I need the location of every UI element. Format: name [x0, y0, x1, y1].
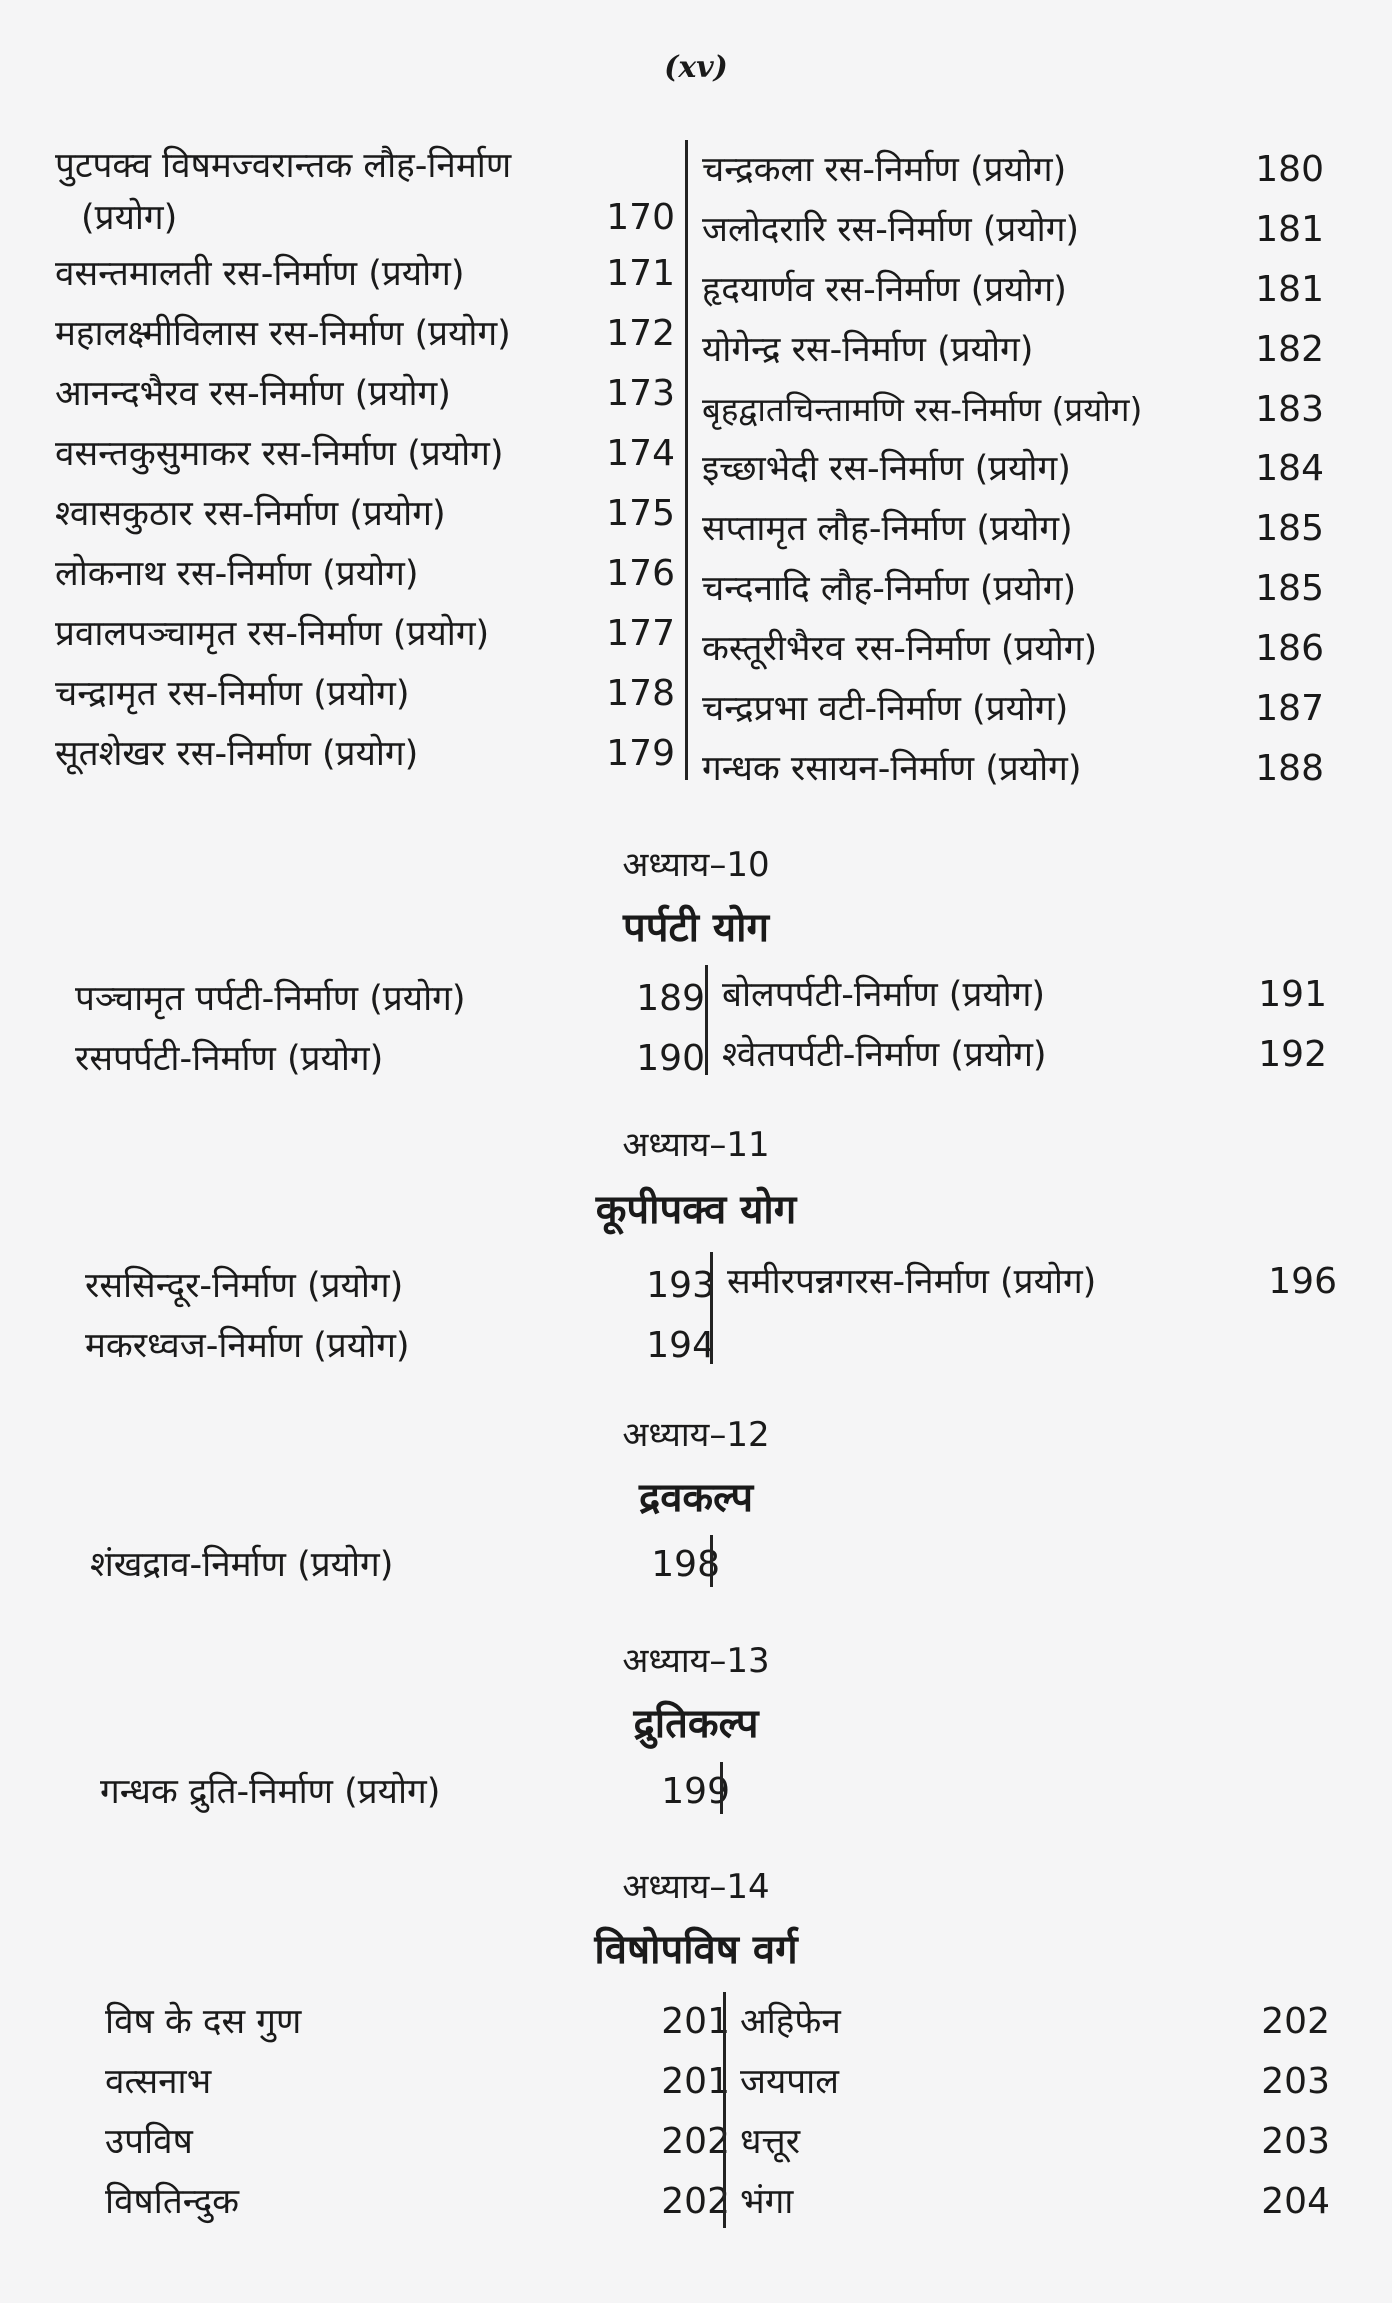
toc-left-column	[55, 140, 675, 784]
toc-entry	[55, 604, 675, 664]
toc-entry	[55, 724, 675, 784]
page-number: (xv)	[664, 50, 728, 85]
toc-entry	[55, 664, 675, 724]
chapter-label: अध्याय–14	[622, 1867, 770, 1907]
toc-entry	[100, 1762, 730, 1822]
toc-entry	[55, 244, 675, 304]
toc-entry-page: 171	[606, 253, 675, 294]
toc-entry-title: उपविष	[105, 2122, 193, 2162]
toc-entry-page: 176	[606, 553, 675, 594]
toc-entry-title: रसपर्पटी-निर्माण (प्रयोग)	[75, 1039, 384, 1079]
toc-entry-title: बृहद्वातचिन्तामणि रस-निर्माण (प्रयोग)	[702, 390, 1143, 429]
toc-section-9	[55, 140, 1335, 800]
toc-entry-page: 203	[1261, 2121, 1330, 2162]
toc-entry	[740, 2172, 1330, 2232]
toc-entry-title: गन्धक रसायन-निर्माण (प्रयोग)	[702, 749, 1082, 789]
toc-entry	[702, 619, 1324, 679]
toc-entry-title: योगेन्द्र रस-निर्माण (प्रयोग)	[702, 330, 1034, 370]
toc-entry-title: आनन्दभैरव रस-निर्माण (प्रयोग)	[55, 374, 451, 414]
toc-left-column	[100, 1762, 730, 1822]
toc-entry-title: जयपाल	[740, 2062, 839, 2102]
toc-entry-title: श्वेतपर्पटी-निर्माण (प्रयोग)	[722, 1035, 1047, 1075]
chapter-heading: पर्पटी योग	[623, 905, 769, 951]
toc-entry-page: 190	[636, 1038, 705, 1079]
toc-entry	[702, 499, 1324, 559]
toc-entry	[702, 140, 1324, 200]
toc-entry-title: पुटपक्व विषमज्वरान्तक लौह-निर्माण	[55, 146, 512, 186]
toc-entry	[55, 304, 675, 364]
toc-entry-title: इच्छाभेदी रस-निर्माण (प्रयोग)	[702, 449, 1071, 489]
toc-chapter-11	[55, 1252, 1335, 1372]
toc-entry-title: जलोदरारि रस-निर्माण (प्रयोग)	[702, 210, 1080, 250]
toc-entry	[702, 439, 1324, 499]
toc-entry-page: 175	[606, 493, 675, 534]
toc-entry-page: 172	[606, 313, 675, 354]
toc-entry-page: 183	[1255, 389, 1324, 430]
toc-entry-title: भंगा	[740, 2182, 794, 2222]
toc-entry-title: चन्द्रप्रभा वटी-निर्माण (प्रयोग)	[702, 689, 1069, 729]
toc-entry-page: 196	[1268, 1261, 1337, 1302]
toc-entry-page: 201	[661, 2001, 730, 2042]
toc-entry-title: श्वासकुठार रस-निर्माण (प्रयोग)	[55, 494, 446, 534]
toc-entry	[55, 484, 675, 544]
toc-entry-page: 179	[606, 733, 675, 774]
toc-entry-page: 203	[1261, 2061, 1330, 2102]
toc-entry-title-cont: (प्रयोग)	[81, 198, 178, 238]
toc-chapter-13	[55, 1762, 1335, 1822]
chapter-label: अध्याय–11	[622, 1125, 770, 1165]
toc-entry-title: वसन्तकुसुमाकर रस-निर्माण (प्रयोग)	[55, 434, 504, 474]
toc-entry-title: चन्दनादि लौह-निर्माण (प्रयोग)	[702, 569, 1077, 609]
toc-entry	[75, 969, 705, 1029]
toc-entry-page: 199	[661, 1771, 730, 1812]
toc-entry-page: 188	[1255, 748, 1324, 789]
toc-entry-title: प्रवालपञ्चामृत रस-निर्माण (प्रयोग)	[55, 614, 490, 654]
toc-entry-title: चन्द्रकला रस-निर्माण (प्रयोग)	[702, 150, 1067, 190]
toc-entry-page: 189	[636, 978, 705, 1019]
toc-entry-page: 174	[606, 433, 675, 474]
toc-entry	[702, 320, 1324, 380]
toc-entry-title: समीरपन्नगरस-निर्माण (प्रयोग)	[727, 1262, 1097, 1302]
toc-entry-page: 185	[1255, 508, 1324, 549]
toc-entry	[702, 260, 1324, 320]
toc-entry-page: 177	[606, 613, 675, 654]
toc-entry-title: हृदयार्णव रस-निर्माण (प्रयोग)	[702, 270, 1067, 310]
toc-entry-page: 204	[1261, 2181, 1330, 2222]
toc-right-column	[685, 140, 1324, 789]
toc-entry-title: गन्धक द्रुति-निर्माण (प्रयोग)	[100, 1772, 441, 1812]
toc-left-column	[105, 1992, 730, 2232]
toc-entry	[105, 2112, 730, 2172]
chapter-label: अध्याय–13	[622, 1641, 770, 1681]
toc-entry-page: 178	[606, 673, 675, 714]
toc-entry-page: 192	[1258, 1034, 1327, 1075]
toc-entry-title: वत्सनाभ	[105, 2062, 212, 2102]
toc-entry-title: बोलपर्पटी-निर्माण (प्रयोग)	[722, 975, 1046, 1015]
toc-entry-title: अहिफेन	[740, 2002, 841, 2042]
toc-entry-page: 173	[606, 373, 675, 414]
toc-entry-page: 191	[1258, 974, 1327, 1015]
chapter-label: अध्याय–10	[622, 845, 770, 885]
toc-chapter-14	[55, 1992, 1335, 2232]
toc-entry-page: 202	[1261, 2001, 1330, 2042]
toc-entry-title: विषतिन्दुक	[105, 2182, 240, 2222]
toc-entry-title: पञ्चामृत पर्पटी-निर्माण (प्रयोग)	[75, 979, 466, 1019]
chapter-heading: कूपीपक्व योग	[595, 1187, 797, 1233]
toc-entry	[740, 2052, 1330, 2112]
toc-entry	[702, 739, 1324, 799]
toc-entry-page: 181	[1255, 209, 1324, 250]
toc-entry-title: चन्द्रामृत रस-निर्माण (प्रयोग)	[55, 674, 410, 714]
toc-entry-page: 186	[1255, 628, 1324, 669]
toc-entry-page: 187	[1255, 688, 1324, 729]
toc-entry-title: कस्तूरीभैरव रस-निर्माण (प्रयोग)	[702, 629, 1098, 669]
toc-right-column	[723, 1992, 1330, 2228]
column-divider	[720, 1762, 723, 1814]
toc-entry-page: 198	[651, 1544, 720, 1585]
toc-entry-title: मकरध्वज-निर्माण (प्रयोग)	[85, 1326, 410, 1366]
toc-entry-title: वसन्तमालती रस-निर्माण (प्रयोग)	[55, 254, 465, 294]
toc-right-column	[705, 965, 1327, 1075]
toc-left-column	[85, 1256, 715, 1376]
toc-entry	[740, 1992, 1330, 2052]
toc-entry-page: 185	[1255, 568, 1324, 609]
toc-entry-title: शंखद्राव-निर्माण (प्रयोग)	[90, 1545, 394, 1585]
chapter-heading: द्रुतिकल्प	[633, 1701, 759, 1747]
toc-entry-page: 170	[606, 197, 675, 238]
toc-entry-title: सप्तामृत लौह-निर्माण (प्रयोग)	[702, 509, 1073, 549]
toc-entry-title: महालक्ष्मीविलास रस-निर्माण (प्रयोग)	[55, 314, 511, 354]
toc-entry	[85, 1316, 715, 1376]
chapter-heading: विषोपविष वर्ग	[594, 1927, 798, 1973]
toc-entry-page: 201	[661, 2061, 730, 2102]
toc-entry	[105, 2172, 730, 2232]
toc-entry	[722, 1025, 1327, 1085]
toc-entry-page: 202	[661, 2121, 730, 2162]
toc-entry-title: सूतशेखर रस-निर्माण (प्रयोग)	[55, 734, 419, 774]
toc-entry	[702, 200, 1324, 260]
toc-left-column	[75, 969, 705, 1089]
toc-entry-page: 193	[646, 1265, 715, 1306]
toc-entry	[55, 140, 675, 244]
toc-entry	[55, 364, 675, 424]
toc-entry-page: 181	[1255, 269, 1324, 310]
toc-entry	[85, 1256, 715, 1316]
toc-entry	[702, 679, 1324, 739]
toc-entry-page: 180	[1255, 149, 1324, 190]
column-divider	[710, 1535, 713, 1587]
toc-entry-title: लोकनाथ रस-निर्माण (प्रयोग)	[55, 554, 419, 594]
toc-entry	[55, 544, 675, 604]
toc-entry-title: विष के दस गुण	[105, 2002, 302, 2042]
toc-entry	[740, 2112, 1330, 2172]
toc-entry	[702, 559, 1324, 619]
toc-entry-page: 184	[1255, 448, 1324, 489]
toc-entry-page: 202	[661, 2181, 730, 2222]
toc-entry	[105, 2052, 730, 2112]
toc-entry	[75, 1029, 705, 1089]
toc-entry	[55, 424, 675, 484]
toc-entry-page: 194	[646, 1325, 715, 1366]
toc-entry-page: 182	[1255, 329, 1324, 370]
chapter-label: अध्याय–12	[622, 1415, 770, 1455]
chapter-heading: द्रवकल्प	[638, 1475, 754, 1521]
toc-left-column	[90, 1535, 720, 1595]
toc-right-column	[710, 1252, 1337, 1364]
toc-entry	[105, 1992, 730, 2052]
toc-entry	[702, 380, 1324, 439]
toc-chapter-12	[55, 1535, 1335, 1595]
toc-entry-title: रससिन्दूर-निर्माण (प्रयोग)	[85, 1266, 404, 1306]
toc-entry	[727, 1252, 1337, 1312]
toc-entry	[722, 965, 1327, 1025]
toc-entry-title: धत्तूर	[740, 2122, 801, 2162]
toc-chapter-10	[55, 965, 1335, 1085]
toc-entry	[90, 1535, 720, 1595]
